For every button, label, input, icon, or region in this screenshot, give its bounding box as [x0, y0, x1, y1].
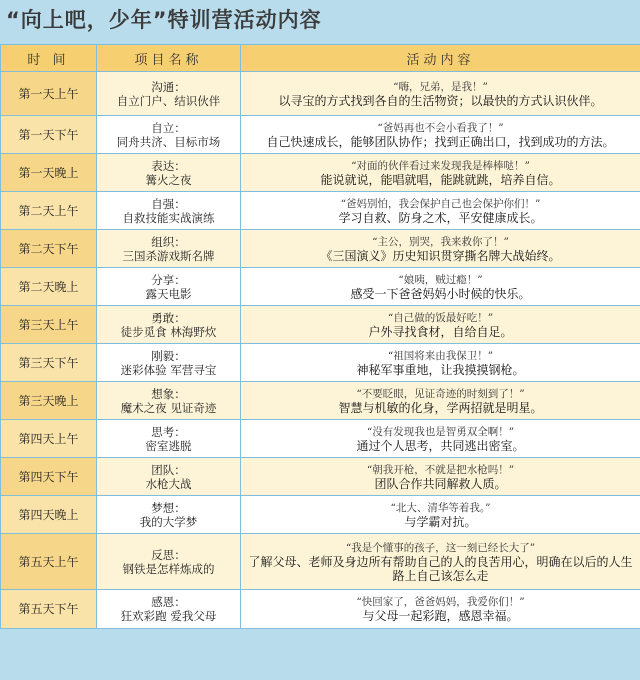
project-category: 表达： [151, 158, 186, 173]
project-category: 团队： [151, 462, 186, 477]
row-project [97, 534, 241, 590]
project-name: 我的大学梦 [139, 514, 198, 529]
activity-description: 通过个人思考，共同逃出密室。 [356, 438, 525, 453]
activity-description: 团队合作共同解救人质。 [374, 476, 507, 491]
table-header-row [1, 45, 640, 72]
page-title: “向上吧，少年”特训营活动内容 [6, 8, 322, 32]
row-project [97, 192, 241, 230]
project-name: 同舟共济、目标市场 [116, 134, 221, 149]
table-row [1, 590, 640, 629]
row-content [241, 306, 640, 344]
row-time: 第三天晚上 [1, 382, 97, 420]
row-time: 第三天上午 [1, 306, 97, 344]
project-name: 篝火之夜 [145, 172, 192, 187]
activity-quote: “娘咦，贼过瘾！” [398, 273, 483, 286]
row-content [241, 458, 640, 496]
project-name: 水枪大战 [145, 476, 192, 491]
header-project: 项目名称 [97, 45, 241, 72]
row-content [241, 116, 640, 154]
activity-description: 与学霸对抗。 [404, 514, 477, 529]
row-content [241, 344, 640, 382]
project-category: 感恩： [151, 595, 186, 609]
header-time: 时 间 [1, 45, 97, 72]
table-row [1, 230, 640, 268]
activity-description: 能说就说，能唱就唱，能跳就跳，培养自信。 [320, 172, 561, 187]
project-name: 狂欢彩跑 爱我父母 [120, 609, 217, 623]
project-name: 自立门户、结识伙伴 [116, 93, 221, 108]
row-project [97, 420, 241, 458]
row-time: 第二天上午 [1, 192, 97, 230]
row-project [97, 268, 241, 306]
project-name: 自救技能实战演练 [122, 210, 215, 225]
project-category: 想象： [151, 386, 186, 401]
row-time: 第二天下午 [1, 230, 97, 268]
row-time: 第三天下午 [1, 344, 97, 382]
row-project [97, 230, 241, 268]
table-row [1, 344, 640, 382]
row-project [97, 458, 241, 496]
row-content [241, 496, 640, 534]
activity-quote: “自己做的饭最好吃！” [387, 311, 494, 324]
table-row [1, 192, 640, 230]
header-content: 活动内容 [241, 45, 640, 72]
project-name: 钢铁是怎样炼成的 [122, 561, 215, 576]
row-time: 第四天晚上 [1, 496, 97, 534]
table-row [1, 154, 640, 192]
table-row [1, 268, 640, 306]
row-content [241, 268, 640, 306]
activity-quote: “不要眨眼，见证奇迹的时刻到了！” [356, 387, 525, 400]
project-name: 密室逃脱 [145, 438, 192, 453]
activity-description: 智慧与机敏的化身，学两招就是明星。 [338, 400, 543, 415]
table-row [1, 72, 640, 116]
activity-description: 学习自救、防身之术，平安健康成长。 [338, 210, 543, 225]
project-name: 迷彩体验 军营寻宝 [120, 362, 217, 377]
activity-quote: “对面的伙伴看过来发现我是棒棒哒！” [351, 159, 530, 172]
project-category: 分享： [151, 272, 186, 287]
activity-quote: “主公，别哭，我来救你了！” [372, 235, 509, 248]
project-category: 刚毅： [151, 348, 186, 363]
row-project [97, 382, 241, 420]
activity-description: 与父母一起彩跑，感恩幸福。 [362, 609, 519, 623]
activity-description: 以寻宝的方式找到各自的生活物资；以最快的方式认识伙伴。 [278, 93, 603, 108]
table-row [1, 116, 640, 154]
table-row [1, 496, 640, 534]
project-category: 自立： [151, 120, 186, 135]
row-project [97, 590, 241, 629]
activity-description: 神秘军事重地，让我摸摸钢枪。 [356, 362, 525, 377]
activity-description: 《三国演义》历史知识贯穿撕名牌大战始终。 [320, 248, 561, 263]
project-name: 徒步觅食 林海野炊 [120, 324, 217, 339]
activity-description: 感受一下爸爸妈妈小时候的快乐。 [350, 286, 531, 301]
row-time: 第一天晚上 [1, 154, 97, 192]
row-content [241, 534, 640, 590]
row-project [97, 496, 241, 534]
row-content [241, 72, 640, 116]
row-content [241, 192, 640, 230]
project-name: 露天电影 [145, 286, 192, 301]
project-name: 三国杀游戏斯名牌 [122, 248, 215, 263]
project-category: 组织： [151, 234, 186, 249]
table-row [1, 458, 640, 496]
activity-description: 自己快速成长，能够团队协作；找到正确出口，找到成功的方法。 [266, 134, 615, 149]
row-time: 第五天下午 [1, 590, 97, 629]
row-project [97, 306, 241, 344]
table-row [1, 306, 640, 344]
activity-quote: “我是个懂事的孩子，这一刻已经长大了” [345, 541, 536, 554]
activity-quote: “没有发现我也是智勇双全啊！” [366, 425, 515, 438]
table-row [1, 420, 640, 458]
table-row [1, 382, 640, 420]
project-category: 思考： [151, 424, 186, 439]
row-content [241, 420, 640, 458]
row-project [97, 72, 241, 116]
activity-quote: “快回家了，爸爸妈妈，我爱你们！” [356, 596, 525, 608]
activity-quote: “嗨，兄弟，是我！” [393, 80, 488, 93]
row-content [241, 154, 640, 192]
project-name: 魔术之夜 见证奇迹 [120, 400, 217, 415]
row-time: 第一天下午 [1, 116, 97, 154]
table-row [1, 534, 640, 590]
activity-quote: “朝我开枪，不就是把水枪吗！” [366, 463, 515, 476]
row-time: 第四天上午 [1, 420, 97, 458]
schedule-table [0, 44, 640, 629]
row-time: 第一天上午 [1, 72, 97, 116]
project-category: 沟通： [151, 79, 186, 94]
row-content [241, 382, 640, 420]
row-project [97, 116, 241, 154]
row-time: 第二天晚上 [1, 268, 97, 306]
row-time: 第五天上午 [1, 534, 97, 590]
project-category: 反思： [151, 547, 186, 562]
activity-quote: “祖国将来由我保卫！” [387, 349, 494, 362]
project-category: 勇敢： [151, 310, 186, 325]
activity-quote: “爸妈再也不会小看我了！” [377, 121, 504, 134]
project-category: 梦想： [151, 500, 186, 515]
activity-description: 户外寻找食材，自给自足。 [368, 324, 513, 339]
row-project [97, 154, 241, 192]
row-project [97, 344, 241, 382]
project-category: 自强： [151, 196, 186, 211]
row-time: 第四天下午 [1, 458, 97, 496]
activity-description: 了解父母、老师及身边所有帮助自己的人的良苦用心，明确在以后的人生路上自己该怎么走 [248, 554, 633, 583]
activity-quote: “北大、清华等着我。” [390, 501, 491, 514]
row-content [241, 590, 640, 629]
activity-quote: “爸妈别怕，我会保护自己也会保护你们！” [340, 197, 541, 210]
row-content [241, 230, 640, 268]
